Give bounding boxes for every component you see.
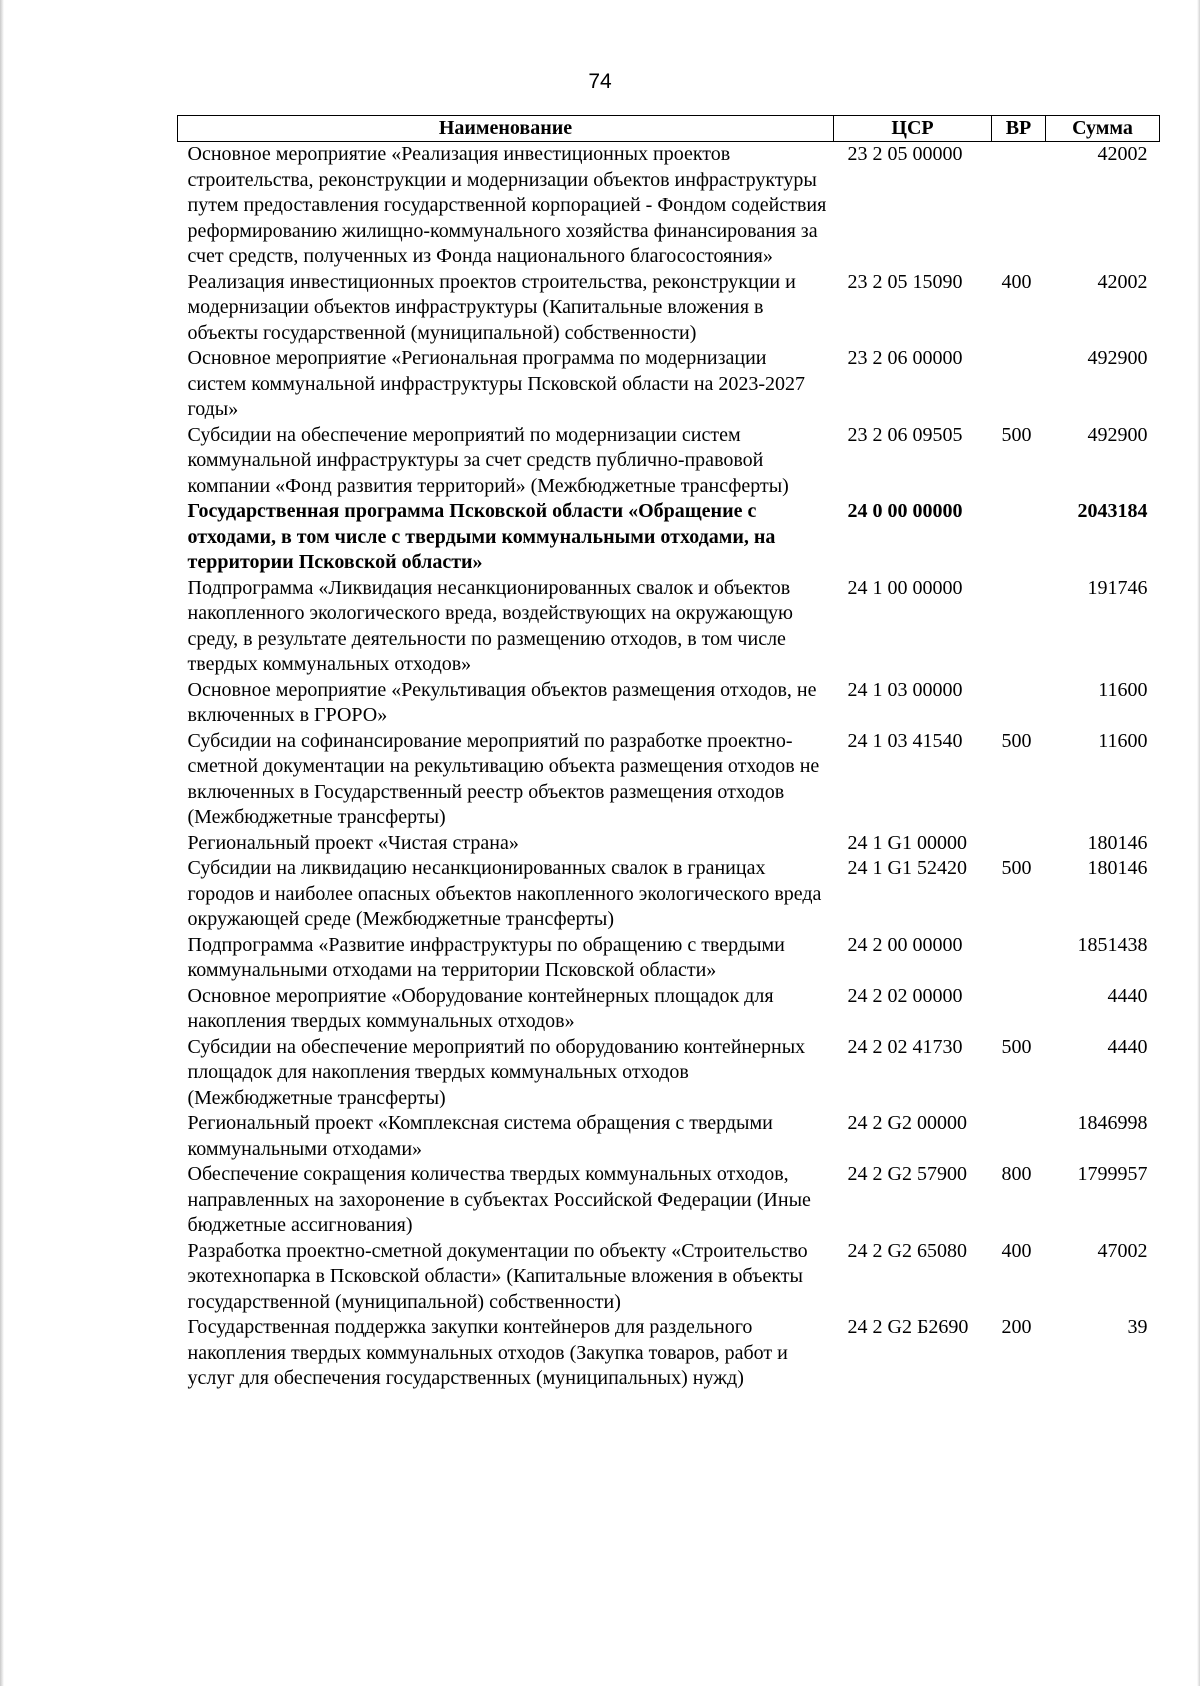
table-row: [178, 576, 1160, 678]
row-csr-cell: 24 2 G2 57900: [847, 1163, 967, 1185]
table-row: [178, 499, 1160, 576]
row-csr-cell: 24 1 G1 00000: [847, 831, 967, 854]
row-name-cell: Основное мероприятие «Рекультивация объектов размещения отходов, не включенных в ГРОРО»: [187, 678, 817, 726]
row-vr-cell: 400: [1001, 270, 1032, 293]
row-csr-cell: 24 0 00 00000: [847, 500, 963, 522]
row-sum-cell: 11600: [1098, 729, 1148, 752]
header-name: Наименование: [178, 116, 834, 142]
row-csr-cell: 24 1 03 00000: [847, 678, 963, 701]
row-sum-cell: 42002: [1097, 270, 1148, 293]
row-sum-cell: 4440: [1107, 984, 1148, 1007]
header-sum: Сумма: [1046, 116, 1160, 142]
header-vr: ВР: [992, 116, 1046, 142]
table-row: [178, 1239, 1160, 1316]
row-name-cell: Подпрограмма «Развитие инфраструктуры по обращению с твердыми коммунальными отходами на территории Псковской области»: [187, 933, 785, 981]
budget-table: [177, 115, 1160, 1392]
table-header: [178, 116, 1160, 142]
row-csr-cell: 23 2 06 09505: [847, 423, 963, 446]
table-row: [178, 346, 1160, 423]
row-vr-cell: [992, 831, 1046, 857]
row-csr-cell: 24 1 G1 52420: [847, 857, 967, 879]
row-vr-cell: [992, 984, 1046, 1035]
table-row: [178, 270, 1160, 347]
row-sum-cell: 47002: [1097, 1239, 1148, 1262]
row-sum-cell: 2043184: [1077, 500, 1148, 522]
row-sum-cell: 180146: [1087, 831, 1148, 854]
row-vr-cell: 500: [1001, 729, 1032, 752]
row-name-cell: Разработка проектно-сметной документации по объекту «Строительство экотехнопарка в Псковской области» (Капитальные вложения в объекты государственной (муниципальной) собственности): [187, 1239, 808, 1313]
row-csr-cell: 24 2 G2 65080: [847, 1239, 967, 1262]
row-vr-cell: [992, 346, 1046, 423]
row-vr-cell: [992, 576, 1046, 678]
row-name-cell: Основное мероприятие «Региональная программа по модернизации систем коммунальной инфраструктуры Псковской области на 2023-2027 годы»: [187, 347, 806, 420]
row-csr-cell: 23 2 05 00000: [847, 143, 963, 165]
row-name-cell: Субсидии на обеспечение мероприятий по оборудованию контейнерных площадок для накопления твердых коммунальных отходов (Межбюджетные трансферты): [187, 1035, 806, 1109]
page-number: 74: [588, 70, 612, 93]
row-sum-cell: 1846998: [1077, 1112, 1148, 1134]
row-name-cell: Основное мероприятие «Оборудование контейнерных площадок для накопления твердых коммунальных отходов»: [187, 984, 774, 1032]
row-vr-cell: [992, 1111, 1046, 1162]
row-csr-cell: 24 1 03 41540: [847, 729, 963, 752]
row-vr-cell: 500: [1001, 1035, 1032, 1058]
table-row: [178, 1162, 1160, 1239]
row-csr-cell: 24 2 G2 Б2690: [847, 1316, 969, 1338]
table-row: [178, 142, 1160, 270]
table-body: [178, 142, 1160, 1392]
table-row: [178, 856, 1160, 933]
row-vr-cell: [992, 499, 1046, 576]
scan-edge-left: [0, 0, 4, 1686]
row-sum-cell: 1799957: [1077, 1163, 1148, 1185]
row-csr-cell: 23 2 06 00000: [847, 347, 963, 369]
header-csr: ЦСР: [834, 116, 992, 142]
row-csr-cell: 24 2 00 00000: [847, 933, 963, 956]
row-vr-cell: 400: [1001, 1239, 1032, 1262]
table-row: [178, 984, 1160, 1035]
row-name-cell: Субсидии на ликвидацию несанкционированных свалок в границах городов и наиболее опасных объектов накопленного экологического вреда окружающей среде (Межбюджетные трансферты): [187, 857, 822, 930]
row-vr-cell: [992, 678, 1046, 729]
row-sum-cell: 39: [1127, 1316, 1148, 1338]
table-row: [178, 423, 1160, 500]
row-name-cell: Государственная поддержка закупки контейнеров для раздельного накопления твердых коммунальных отходов (Закупка товаров, работ и услуг для обеспечения государственных (муниципальных) нужд): [187, 1316, 788, 1389]
row-sum-cell: 11600: [1098, 678, 1148, 701]
row-csr-cell: 24 1 00 00000: [847, 576, 963, 599]
row-name-cell: Субсидии на обеспечение мероприятий по модернизации систем коммунальной инфраструктуры за счет средств публично-правовой компании «Фонд развития территорий» (Межбюджетные трансферты): [187, 423, 789, 497]
row-name-cell: Государственная программа Псковской области «Обращение с отходами, в том числе с твердыми коммунальными отходами, на территории Псковской области»: [187, 500, 776, 573]
row-sum-cell: 4440: [1107, 1035, 1148, 1058]
row-sum-cell: 191746: [1087, 576, 1148, 599]
table-row: [178, 933, 1160, 984]
row-sum-cell: 492900: [1087, 423, 1148, 446]
table-row: [178, 678, 1160, 729]
table-row: [178, 1315, 1160, 1392]
row-name-cell: Обеспечение сокращения количества твердых коммунальных отходов, направленных на захоронение в субъектах Российской Федерации (Иные бюджетные ассигнования): [187, 1163, 811, 1236]
table-row: [178, 1111, 1160, 1162]
row-csr-cell: 24 2 G2 00000: [847, 1112, 967, 1134]
row-name-cell: Реализация инвестиционных проектов строительства, реконструкции и модернизации объектов инфраструктуры (Капитальные вложения в объекты государственной (муниципальной) собственности): [187, 270, 796, 344]
row-name-cell: Подпрограмма «Ликвидация несанкционированных свалок и объектов накопленного экологического вреда, воздействующих на окружающую среду, в результате деятельности по размещению отходов, в том числе твердых коммунальных отходов»: [187, 576, 793, 675]
row-name-cell: Региональный проект «Чистая страна»: [187, 831, 519, 854]
table-row: [178, 1035, 1160, 1112]
row-vr-cell: 500: [1001, 423, 1032, 446]
row-csr-cell: 24 2 02 41730: [847, 1035, 963, 1058]
table-row: [178, 729, 1160, 831]
row-vr-cell: 200: [1001, 1316, 1032, 1338]
row-name-cell: Региональный проект «Комплексная система обращения с твердыми коммунальными отходами»: [187, 1112, 773, 1160]
row-vr-cell: [992, 142, 1046, 270]
row-sum-cell: 180146: [1087, 857, 1148, 879]
row-sum-cell: 42002: [1097, 143, 1148, 165]
row-csr-cell: 23 2 05 15090: [847, 270, 963, 293]
row-name-cell: Субсидии на софинансирование мероприятий по разработке проектно-сметной документации на рекультивацию объекта размещения отходов не включенных в Государственный реестр объектов размещения отходов (Межбюджетные трансферты): [187, 729, 820, 828]
row-csr-cell: 24 2 02 00000: [847, 984, 963, 1007]
row-vr-cell: 500: [1001, 857, 1032, 879]
table-row: [178, 831, 1160, 857]
row-sum-cell: 1851438: [1077, 933, 1148, 956]
row-name-cell: Основное мероприятие «Реализация инвестиционных проектов строительства, реконструкции и модернизации объектов инфраструктуры путем предоставления государственной корпорацией - Фондом содействия реформированию жилищно-коммунального хозяйства финансирования за счет средств, полученных из Фонда национального благосостояния»: [187, 143, 827, 267]
row-sum-cell: 492900: [1087, 347, 1148, 369]
row-vr-cell: 800: [1001, 1163, 1032, 1185]
row-vr-cell: [992, 933, 1046, 984]
